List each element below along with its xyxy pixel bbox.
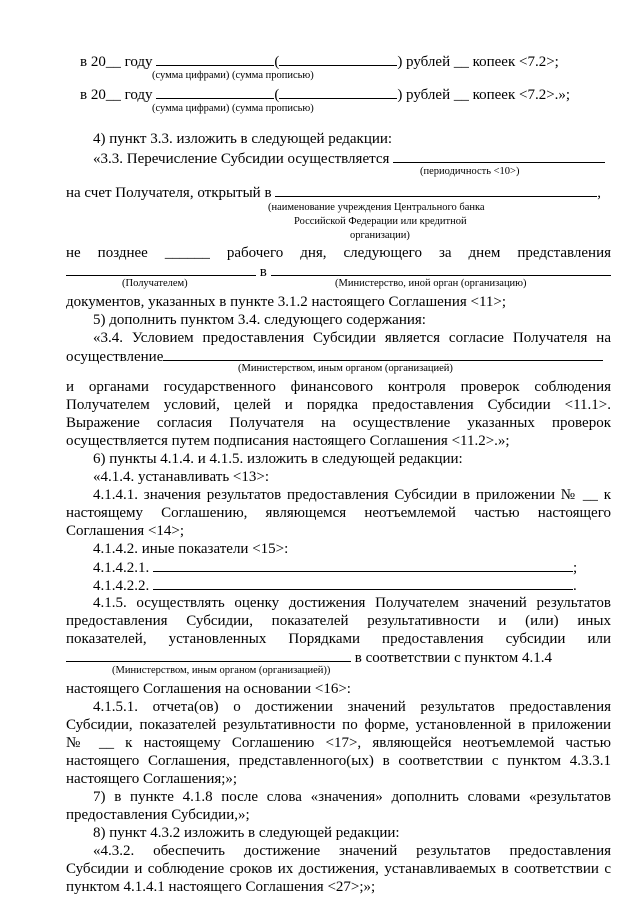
amount-line-2 [80,85,625,104]
clause-4-1-5-b: предоставления Субсидии, показателей результативности и (или) иных [66,613,611,629]
ministry-caption-3: (Министерством, иным органом (организацией)) [112,665,331,676]
bank-blank [275,183,597,197]
clause-4-1-4-1-b: настоящему Соглашению, являющемся неотъемлемой частью настоящего [66,505,611,521]
periodicity-blank [393,149,605,163]
rubles-label: ) рублей __ копеек <7.2>; [397,54,559,70]
clause-4-1-5-1-a: 4.1.5.1. отчета(ов) о достижении значений результатов предоставления [93,699,611,715]
clause-4-1-4-2-2 [93,576,611,595]
clause-4-1-5-1-d: настоящего Соглашения, представленного(ых) в соответствии с пунктом 4.3.3.1 [66,753,611,769]
amount-caption-1: (сумма цифрами) (сумма прописью) [152,70,314,81]
control-line: и органами государственного финансового контроля проверок соблюдения [66,379,611,395]
clause-4-1-4-2-1 [93,558,611,577]
clause-4-1-5-c: показателей, установленных Порядками предоставления субсидии или [66,631,611,647]
periodicity-caption: (периодичность <10>) [420,166,520,177]
year-label: в 20__ году [80,54,153,70]
clause-4-1-5-d-text: в соответствии с пунктом 4.1.4 [354,650,552,666]
clause-4-3-2-c: пунктом 4.1.4.1 настоящего Соглашения <27>;»; [66,879,376,895]
ministry-blank [271,262,611,276]
item-7-b: предоставления Субсидии,»; [66,807,250,823]
item-8: 8) пункт 4.3.2 изложить в следующей редакции: [93,825,400,841]
amount-words-blank [279,85,397,99]
clause-number: 4.1.4.2.2. [93,578,150,594]
clause-4-1-4-2: 4.1.4.2. иные показатели <15>: [93,541,289,557]
clause-number: 4.1.4.2.1. [93,560,150,576]
implementation-text: осуществление [66,349,164,365]
clause-4-1-4-1-a: 4.1.4.1. значения результатов предоставления Субсидии в приложении № __ к [93,487,611,503]
consent-line: Выражение согласия Получателя на осуществление указанных проверок [66,415,611,431]
amount-line-1 [80,52,625,71]
comma: , [597,185,602,201]
bank-caption-1: (наименование учреждения Центрального банка [268,202,485,213]
bank-caption-2: Российской Федерации или кредитной [294,216,467,227]
period: . [573,578,577,594]
clause-4-1-5-1-b: Субсидии, показателей результативности по форме, установленной в приложении [66,717,611,733]
ministry-caption: (Министерство, иной орган (организацию) [335,278,527,289]
paren-open: ( [274,87,280,103]
ministry-blank-2 [163,347,603,361]
clause-4-1-4-1-c: Соглашения <14>; [66,523,185,539]
amount-words-blank [279,52,397,66]
ministry-caption-2: (Министерством, иным органом (организацией) [238,363,453,374]
item-7-a: 7) в пункте 4.1.8 после слова «значения» дополнить словами «результатов [93,789,611,805]
conditions-line: Получателем условий, целей и порядка предоставления Субсидии <11.1>. [66,397,611,413]
year-label: в 20__ году [80,87,153,103]
bank-caption-3: организации) [350,230,410,241]
item-5: 5) дополнить пунктом 3.4. следующего содержания: [93,312,426,328]
recipient-caption: (Получателем) [122,278,188,289]
clause-4-3-2-a: «4.3.2. обеспечить достижение значений результатов предоставления [93,843,611,859]
preposition-v: в [259,264,267,280]
clause-4-1-5-a: 4.1.5. осуществлять оценку достижения Получателем значений результатов [93,595,611,611]
clause-3-3-text: «3.3. Перечисление Субсидии осуществляется [93,151,390,167]
clause-3-3 [93,149,611,168]
indicator-blank-1 [153,558,573,572]
deadline-line: не позднее ______ рабочего дня, следующего за днем представления [66,245,611,261]
documents-line: документов, указанных в пункте 3.1.2 настоящего Соглашения <11>; [66,294,507,310]
item-6: 6) пункты 4.1.4. и 4.1.5. изложить в следующей редакции: [93,451,463,467]
signing-line: осуществляется путем подписания настоящего Соглашения <11.2>.»; [66,433,510,449]
clause-3-4: «3.4. Условием предоставления Субсидии является согласие Получателя на [93,330,611,346]
semicolon: ; [573,560,578,576]
indicator-blank-2 [153,576,573,590]
item-4: 4) пункт 3.3. изложить в следующей редакции: [93,131,393,147]
account-line [66,183,611,202]
account-text: на счет Получателя, открытый в [66,185,272,201]
clause-4-1-5-1-e: настоящего Соглашения;»; [66,771,238,787]
rubles-label: ) рублей __ копеек <7.2>.»; [397,87,571,103]
amount-digits-blank [156,85,274,99]
clause-4-3-2-b: Субсидии и соблюдение сроков их достижения, устанавливаемых в соответствии с [66,861,611,877]
amount-digits-blank [156,52,274,66]
recipient-blank [66,262,256,276]
paren-open: ( [274,54,280,70]
clause-4-1-4: «4.1.4. устанавливать <13>: [93,469,270,485]
amount-caption-2: (сумма цифрами) (сумма прописью) [152,103,314,114]
ministry-blank-3 [66,648,351,662]
clause-4-1-5-e: настоящего Соглашения на основании <16>: [66,681,351,697]
clause-4-1-5-1-c: № __ к настоящему Соглашению <17>, являющейся неотъемлемой частью [66,735,611,751]
